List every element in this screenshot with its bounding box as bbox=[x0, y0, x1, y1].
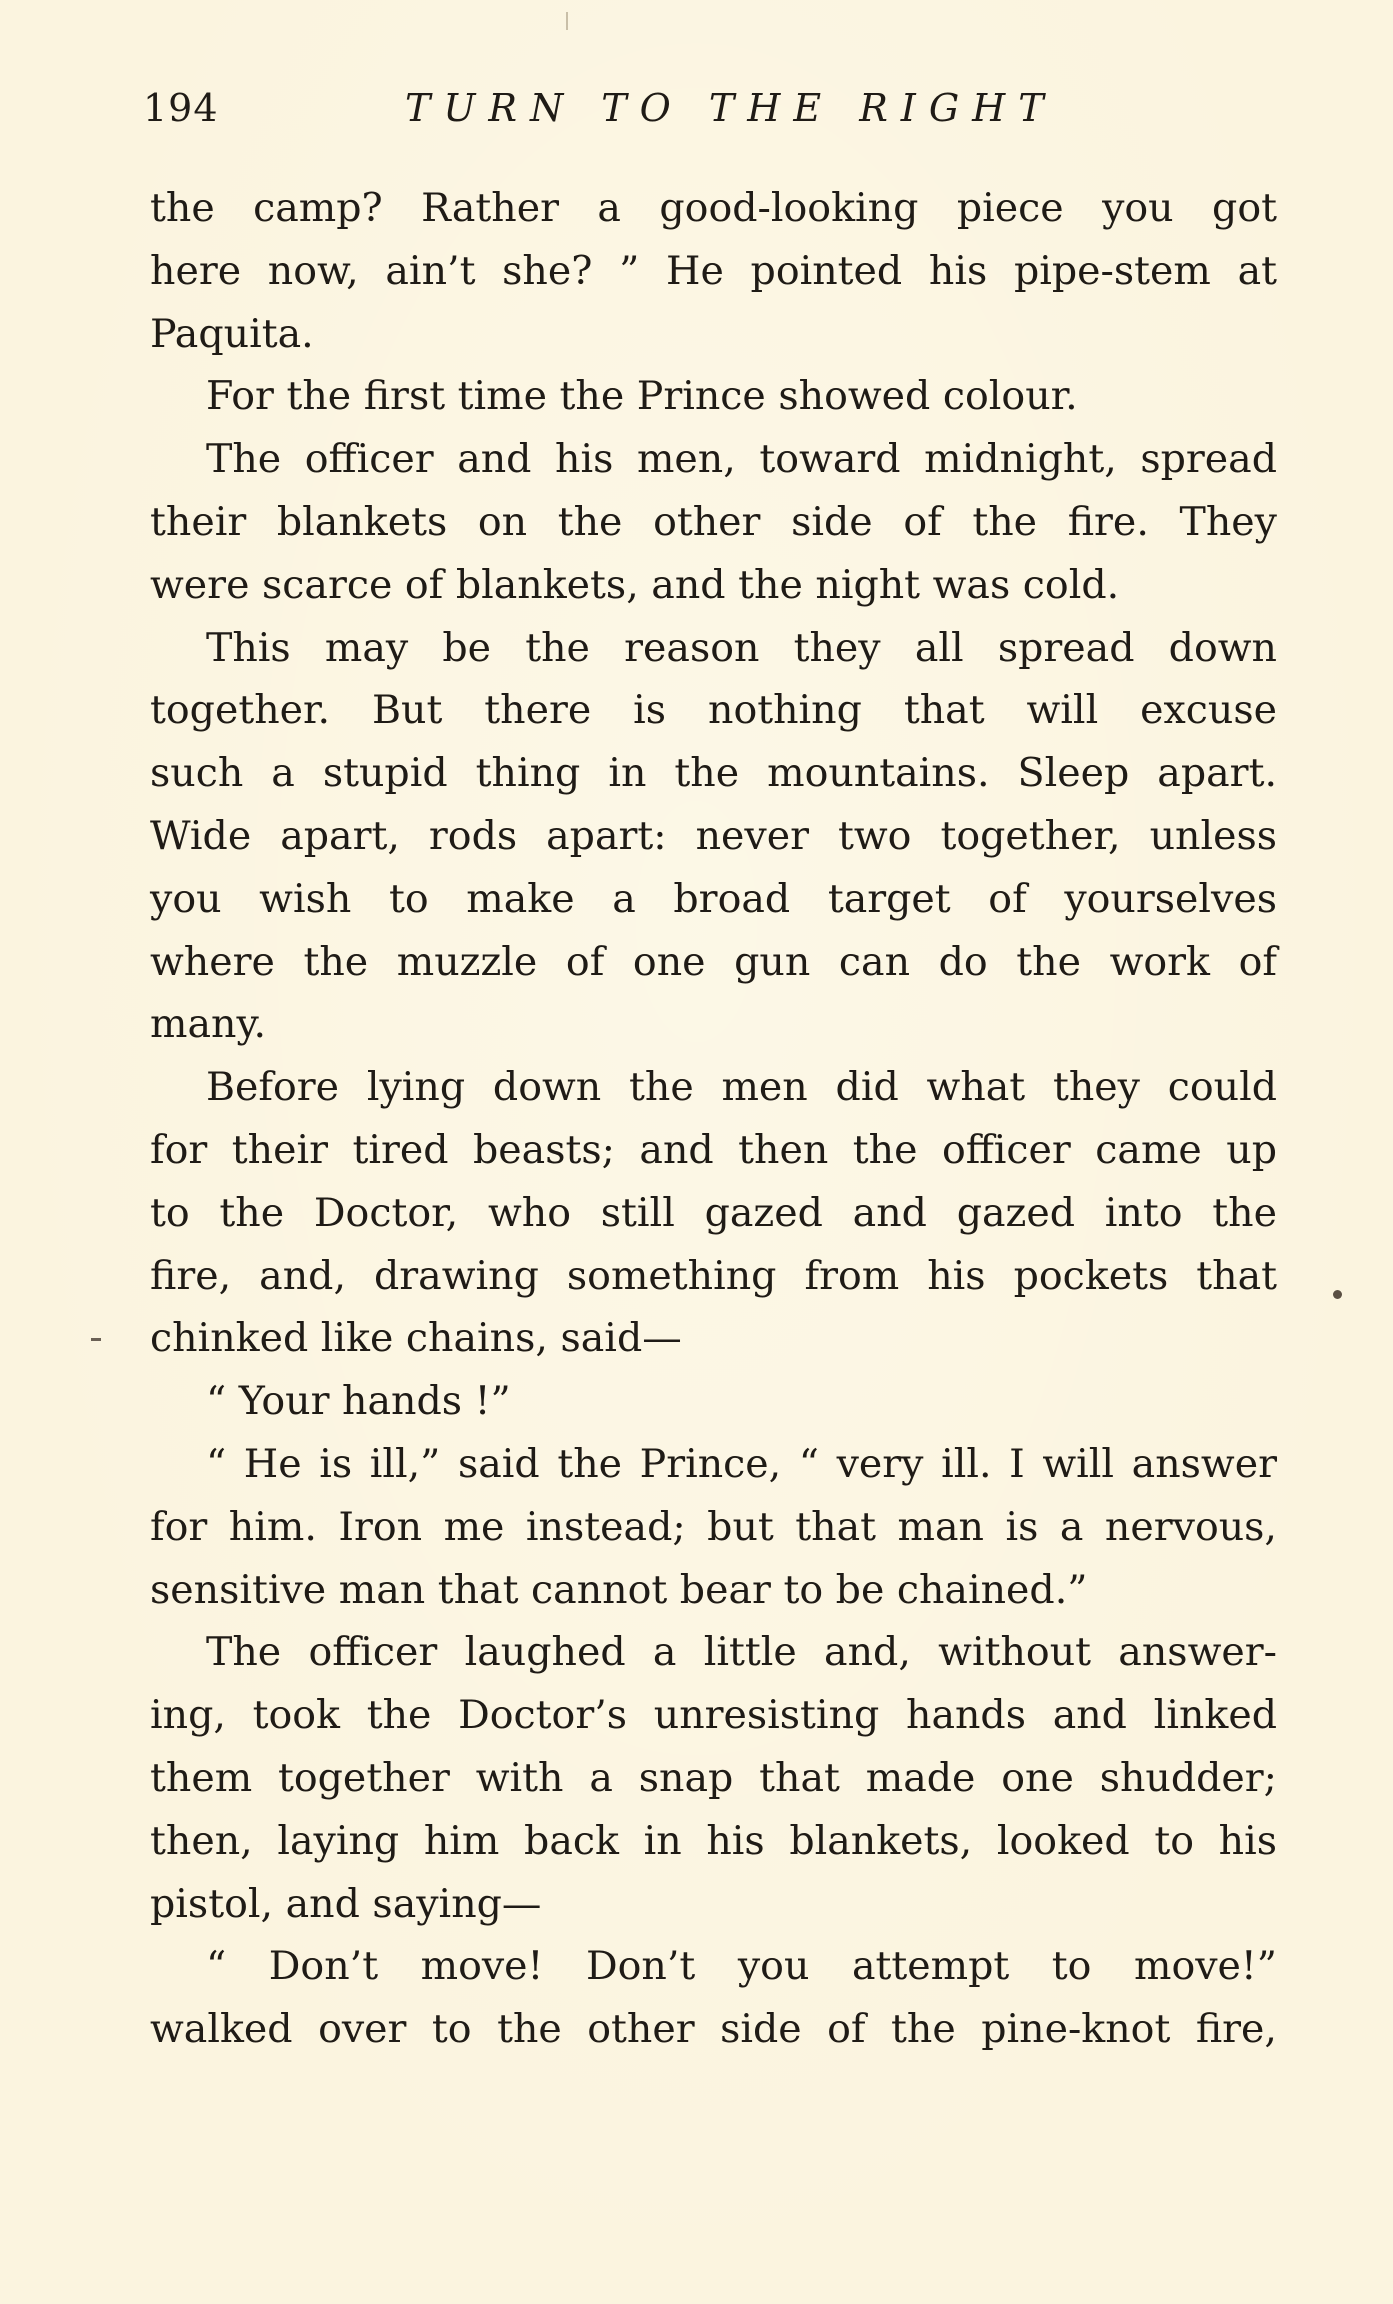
text-line: them together with a snap that made one shudder; bbox=[150, 1754, 1277, 1801]
text-line: chinked like chains, said— bbox=[150, 1315, 682, 1362]
text-line: the camp? Rather a good-looking piece you got bbox=[150, 185, 1277, 231]
text-line: sensitive man that cannot bear to be chained.” bbox=[150, 1566, 1088, 1613]
text-line: together. But there is nothing that will excuse bbox=[150, 687, 1277, 734]
margin-ink-dash bbox=[91, 1338, 101, 1341]
text-line: The officer laughed a little and, without answer- bbox=[206, 1629, 1277, 1676]
text-line: Before lying down the men did what they could bbox=[206, 1064, 1277, 1111]
text-line: many. bbox=[150, 1001, 267, 1048]
text-line: The officer and his men, toward midnight, spread bbox=[206, 436, 1277, 483]
margin-ink-spot bbox=[1333, 1290, 1342, 1299]
text-line: “ He is ill,” said the Prince, “ very ill. I will answer bbox=[206, 1440, 1277, 1487]
page-number: 194 bbox=[143, 86, 219, 130]
text-line: Paquita. bbox=[150, 310, 314, 357]
page-header bbox=[143, 86, 1273, 146]
text-line: This may be the reason they all spread down bbox=[206, 624, 1277, 671]
text-line: where the muzzle of one gun can do the work of bbox=[150, 938, 1277, 985]
running-head: TURN TO THE RIGHT bbox=[405, 86, 1057, 130]
text-line: ing, took the Doctor’s unresisting hands and linked bbox=[150, 1692, 1277, 1739]
text-line: fire, and, drawing something from his pockets that bbox=[150, 1252, 1277, 1299]
body-text bbox=[150, 177, 1277, 2061]
text-line: for their tired beasts; and then the officer came up bbox=[150, 1126, 1277, 1173]
text-line: walked over to the other side of the pine-knot fire, bbox=[150, 2006, 1277, 2053]
text-line: for him. Iron me instead; but that man is a nervous, bbox=[150, 1503, 1277, 1550]
text-line: “ Your hands !” bbox=[206, 1378, 511, 1425]
text-line: were scarce of blankets, and the night was cold. bbox=[150, 561, 1120, 608]
text-line: you wish to make a broad target of yourselves bbox=[150, 875, 1277, 922]
text-line: “ Don’t move! Don’t you attempt to move!” bbox=[206, 1943, 1277, 1990]
paper-mark bbox=[566, 12, 568, 30]
text-line: pistol, and saying— bbox=[150, 1880, 542, 1927]
text-line: their blankets on the other side of the fire. They bbox=[150, 498, 1277, 545]
text-line: such a stupid thing in the mountains. Sleep apart. bbox=[150, 750, 1277, 797]
text-line: For the first time the Prince showed colour. bbox=[206, 373, 1078, 420]
text-line: then, laying him back in his blankets, looked to his bbox=[150, 1817, 1277, 1864]
text-line: here now, ain’t she? ” He pointed his pipe-stem at bbox=[150, 247, 1277, 294]
text-line: to the Doctor, who still gazed and gazed into the bbox=[150, 1189, 1277, 1236]
text-line: Wide apart, rods apart: never two together, unless bbox=[150, 812, 1277, 859]
